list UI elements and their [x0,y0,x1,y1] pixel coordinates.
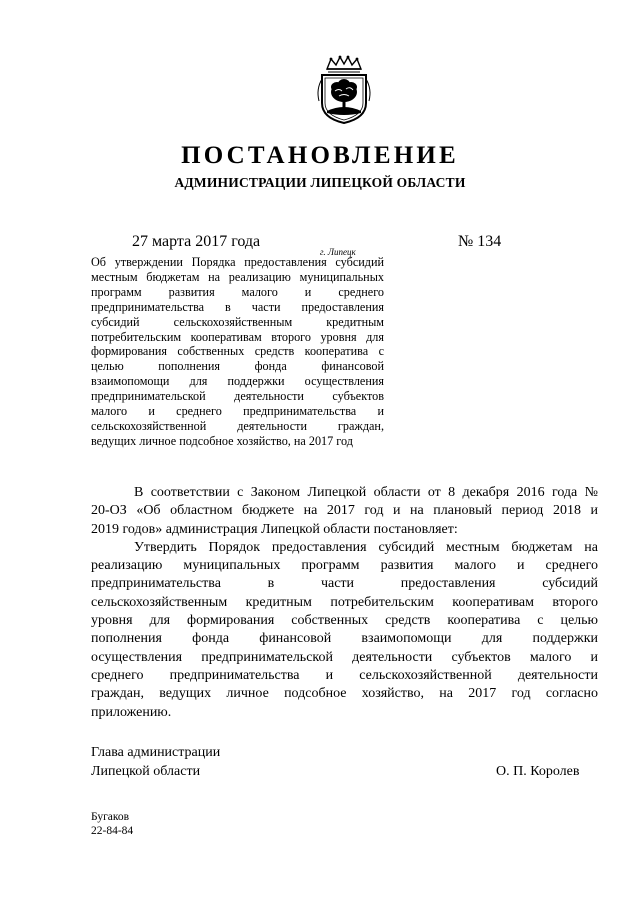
body-line: граждан, ведущих личное подсобное хозяйство, на 2017 год согласно [91,686,598,702]
body-line: Утвердить Порядок предоставления субсидий местным бюджетам на [134,539,598,555]
signatory-name: О. П. Королев [496,764,580,779]
body-line: реализацию муниципальных программ развития малого и среднего [91,558,598,574]
executor-info [91,810,133,838]
subject-line: ведущих личное подсобное хозяйство, на 2017 год [91,433,353,448]
document-type-title: ПОСТАНОВЛЕНИЕ [181,142,459,169]
signatory-position [91,743,220,781]
subject-line: Об утверждении Порядка предоставления субсидий [91,255,384,269]
body-line: осуществления предпринимательской деятельности субъектов малого и [91,649,598,665]
body-line: пополнения фонда финансовой взаимопомощи для поддержки [91,631,598,647]
document-subject [91,255,384,449]
body-line: предпринимательства в части предоставления субсидий [91,576,598,592]
body-line: сельскохозяйственным кредитным потребительским кооперативам второго [91,594,598,610]
subject-line: взаимопомощи для поддержки осуществления [91,374,384,389]
subject-line: программ развития малого и среднего [91,284,384,299]
body-line: В соответствии с Законом Липецкой области от 8 декабря 2016 года № [134,485,598,500]
lipetsk-coat-of-arms-icon [313,55,375,125]
body-line: уровня для формирования собственных средств кооператива с целью [91,613,598,629]
body-line: среднего предпринимательства и сельскохозяйственной деятельности [91,667,598,683]
subject-line: потребительским кооперативам второго уровня для [91,329,384,344]
subject-line: целью пополнения фонда финансовой [91,359,384,374]
subject-line: местным бюджетам на реализацию муниципальных [91,269,384,284]
body-line: 20-ОЗ «Об областном бюджете на 2017 год и на плановый период 2018 и [91,503,598,519]
document-body [91,484,598,722]
body-line: приложению. [91,704,172,720]
subject-line: предпринимательства в части предоставления [91,299,384,314]
body-line: 2019 годов» администрация Липецкой области постановляет: [91,521,458,537]
subject-line: сельскохозяйственной деятельности граждан, [91,418,384,433]
document-number: № 134 [458,233,502,250]
executor-phone: 22-84-84 [91,825,134,837]
executor-name: Бугаков [91,811,130,823]
subject-line: субсидий сельскохозяйственным кредитным [91,314,384,329]
subject-line: малого и среднего предпринимательства и [91,404,384,419]
signatory-position-line: Липецкой области [91,764,201,779]
subject-line: предпринимательской деятельности субъектов [91,389,384,404]
issuing-authority: АДМИНИСТРАЦИИ ЛИПЕЦКОЙ ОБЛАСТИ [174,175,466,190]
document-date: 27 марта 2017 года [132,233,261,250]
document-city: г. Липецк [320,247,356,257]
subject-line: формирования собственных средств кооператива с [91,344,384,359]
signatory-position-line: Глава администрации [91,745,221,760]
